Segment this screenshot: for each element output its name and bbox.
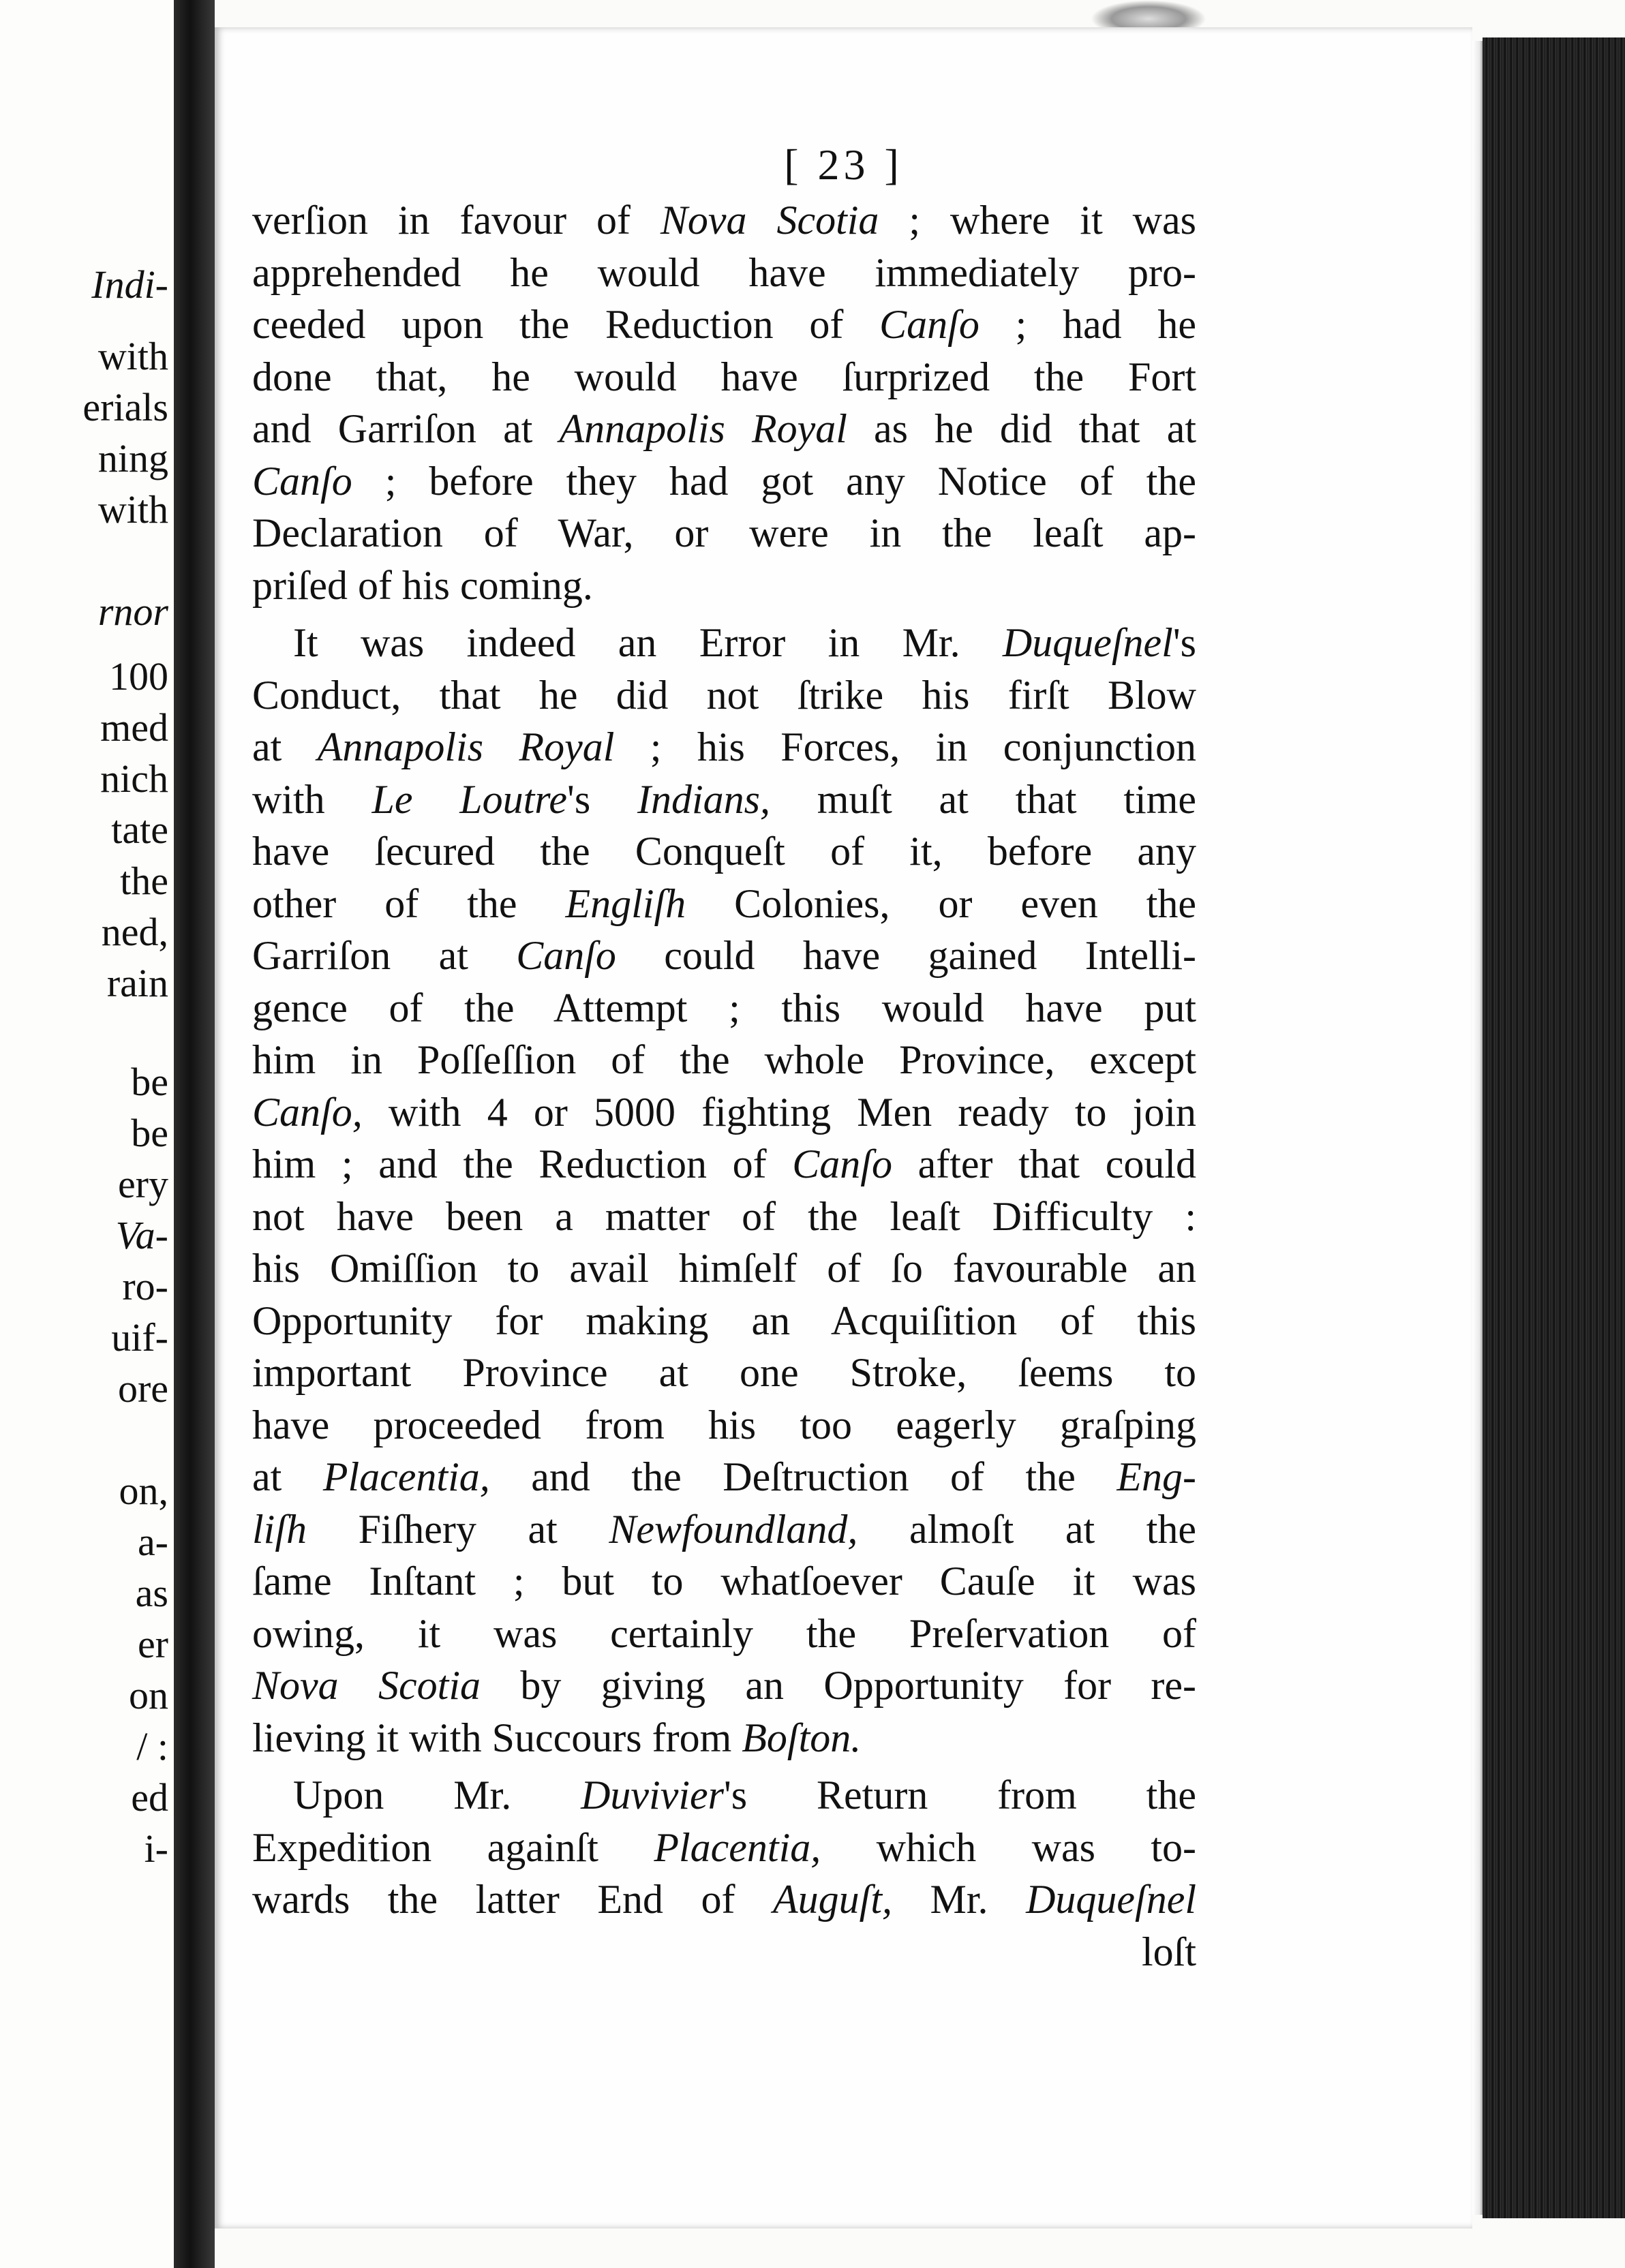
text-run: have ſecured the Conqueſt of it, before any	[252, 829, 1196, 874]
italic-text-run: Duvivier	[581, 1773, 724, 1818]
italic-text-run: Auguſt,	[773, 1877, 893, 1922]
text-run: ; his Forces, in conjunction	[614, 724, 1196, 769]
text-line	[252, 617, 1196, 669]
text-line	[252, 1608, 1196, 1660]
book-gutter	[174, 0, 215, 2268]
facing-page-line: i-	[144, 1826, 168, 1871]
facing-page-line: rain	[106, 961, 168, 1005]
text-line	[252, 1503, 1196, 1556]
text-run: Fiſhery at	[307, 1506, 609, 1552]
text-line	[252, 455, 1196, 508]
text-run: Expedition againſt	[252, 1824, 654, 1870]
text-line	[252, 773, 1196, 826]
facing-page-line: be	[131, 1111, 168, 1155]
text-line	[252, 1191, 1196, 1243]
facing-page-line: be	[131, 1060, 168, 1104]
text-run: almoſt at the	[857, 1506, 1196, 1552]
facing-page-fragment	[0, 0, 174, 2268]
text-line	[252, 1399, 1196, 1452]
text-line	[252, 247, 1196, 299]
facing-page-line: ery	[117, 1162, 168, 1206]
facing-page-line: as	[135, 1571, 168, 1615]
text-run: Conduct, that he did not ſtrike his firſt Blow	[252, 672, 1196, 718]
text-run: apprehended he would have immediately pro-	[252, 249, 1196, 295]
text-line	[252, 825, 1196, 878]
text-run: his Omiſſion to avail himſelf of ſo favourable an	[252, 1246, 1196, 1291]
text-run: ; had he	[979, 302, 1196, 347]
italic-text-run: Canſo	[879, 302, 979, 347]
text-line	[252, 1034, 1196, 1086]
text-line	[252, 194, 1196, 247]
text-run: and the Deſtruction of the	[489, 1454, 1117, 1499]
text-run: which was to-	[821, 1824, 1197, 1870]
book-fore-edge	[1483, 37, 1625, 2218]
text-line	[252, 1242, 1196, 1295]
facing-page-line: erials	[82, 385, 168, 429]
text-run: loſt	[1141, 1929, 1196, 1974]
text-run: ; before they had got any Notice of the	[352, 458, 1196, 504]
text-line	[252, 1295, 1196, 1347]
text-run: 's Return from the	[724, 1773, 1196, 1818]
facing-page-line: Indi-	[91, 262, 168, 307]
paragraph-gap	[252, 611, 1196, 617]
text-run: 's	[1172, 620, 1196, 665]
facing-page-line: ore	[117, 1366, 168, 1411]
text-run: ceeded upon the Reduction of	[252, 302, 880, 347]
text-run: him in Poſſeſſion of the whole Province, except	[252, 1037, 1196, 1082]
text-line	[252, 930, 1196, 982]
text-line	[252, 1138, 1196, 1191]
facing-page-line: a-	[137, 1520, 168, 1564]
text-run: muſt at that time	[770, 776, 1196, 822]
italic-text-run: Annapolis Royal	[559, 406, 847, 451]
text-run: verſion in favour of	[252, 198, 660, 243]
text-line	[252, 878, 1196, 930]
facing-page-line: uif-	[111, 1315, 168, 1360]
text-run: Colonies, or even the	[686, 880, 1196, 926]
text-line	[252, 403, 1196, 455]
facing-page-line: ned,	[101, 910, 168, 954]
text-line	[252, 351, 1196, 403]
text-run: with 4 or 5000 fighting Men ready to join	[362, 1089, 1196, 1135]
italic-text-run: Placentia,	[322, 1454, 490, 1499]
text-run: Mr.	[892, 1877, 1027, 1922]
text-run: Declaration of War, or were in the leaſt ap-	[252, 510, 1196, 555]
italic-text-run: Duqueſnel	[1002, 620, 1173, 665]
text-run: lieving it with Succours from	[252, 1715, 742, 1760]
italic-text-run: Eng-	[1117, 1454, 1196, 1499]
facing-page-line: 100	[109, 654, 168, 699]
text-run: Garriſon at	[252, 933, 517, 978]
italic-text-run: Duqueſnel	[1026, 1877, 1196, 1922]
text-line	[252, 1451, 1196, 1503]
text-line	[252, 669, 1196, 722]
facing-page-line: nich	[100, 756, 168, 801]
book-page	[215, 27, 1472, 2228]
facing-page-line: with	[97, 334, 168, 378]
text-line	[252, 560, 1196, 612]
italic-text-run: Canſo	[252, 458, 352, 504]
text-run: important Province at one Stroke, ſeems to	[252, 1350, 1196, 1395]
facing-page-line: ning	[97, 436, 168, 480]
text-line	[252, 1873, 1196, 1926]
text-run: priſed of his coming.	[252, 562, 593, 608]
italic-text-run: Newfoundland,	[609, 1506, 858, 1552]
italic-text-run: Le Loutre	[371, 776, 568, 822]
facing-page-line: rnor	[97, 589, 168, 634]
facing-page-line: on	[129, 1673, 168, 1717]
text-run: at	[252, 1454, 323, 1499]
text-run: It was indeed an Error in Mr.	[293, 620, 1003, 665]
italic-text-run: Annapolis Royal	[317, 724, 615, 769]
text-line	[252, 1769, 1196, 1822]
italic-text-run: Placentia,	[654, 1824, 821, 1870]
facing-page-line: the	[120, 859, 168, 903]
italic-text-run: Nova Scotia	[660, 198, 879, 243]
italic-text-run: Canſo,	[252, 1089, 363, 1135]
text-run: as he did that at	[847, 406, 1196, 451]
facing-page-line: on,	[119, 1469, 168, 1513]
text-run: done that, he would have ſurprized the Fort	[252, 354, 1196, 399]
facing-page-line: / :	[136, 1724, 168, 1768]
text-run: gence of the Attempt ; this would have put	[252, 985, 1196, 1030]
page-number: [ 23 ]	[784, 140, 903, 189]
italic-text-run: Engliſh	[565, 880, 686, 926]
facing-page-line: with	[97, 487, 168, 532]
facing-page-line: ro-	[122, 1264, 168, 1308]
text-line	[252, 507, 1196, 560]
text-run: after that could	[892, 1141, 1196, 1186]
text-line	[252, 298, 1196, 351]
text-run: and Garriſon at	[252, 406, 560, 451]
italic-text-run: Nova Scotia	[252, 1663, 481, 1708]
text-line	[252, 1822, 1196, 1874]
text-line	[252, 982, 1196, 1035]
text-line	[252, 1659, 1196, 1712]
facing-page-line: Va-	[115, 1213, 168, 1257]
text-line	[252, 1712, 1196, 1764]
body-text	[252, 194, 1196, 1978]
text-run: with	[252, 776, 372, 822]
text-run: ; where it was	[879, 198, 1196, 243]
text-line	[252, 1347, 1196, 1399]
text-run: him ; and the Reduction of	[252, 1141, 793, 1186]
italic-text-run: Canſo	[516, 933, 616, 978]
text-line	[252, 1926, 1196, 1978]
text-line	[252, 721, 1196, 773]
text-line	[252, 1086, 1196, 1139]
italic-text-run: liſh	[252, 1506, 307, 1552]
paragraph-gap	[252, 1764, 1196, 1769]
facing-page-line: med	[100, 705, 168, 750]
text-run: other of the	[252, 880, 566, 926]
text-run: have proceeded from his too eagerly graſping	[252, 1402, 1196, 1447]
italic-text-run: Indians,	[637, 776, 770, 822]
text-run: by giving an Opportunity for re-	[480, 1663, 1196, 1708]
text-run: Upon Mr.	[293, 1773, 581, 1818]
italic-text-run: Boſton.	[742, 1715, 862, 1760]
text-run: at	[252, 724, 318, 769]
text-run: owing, it was certainly the Preſervation of	[252, 1610, 1196, 1656]
text-run: ſame Inſtant ; but to whatſoever Cauſe it was	[252, 1559, 1196, 1604]
text-run: wards the latter End of	[252, 1877, 774, 1922]
facing-page-line: tate	[111, 808, 168, 852]
text-run: could have gained Intelli-	[616, 933, 1196, 978]
facing-page-line: ed	[131, 1775, 168, 1820]
text-run: not have been a matter of the leaſt Difficulty :	[252, 1193, 1196, 1239]
text-run: Opportunity for making an Acquiſition of this	[252, 1298, 1196, 1343]
text-line	[252, 1555, 1196, 1608]
facing-page-line: er	[137, 1622, 168, 1666]
text-run: 's	[567, 776, 637, 822]
italic-text-run: Canſo	[792, 1141, 892, 1186]
